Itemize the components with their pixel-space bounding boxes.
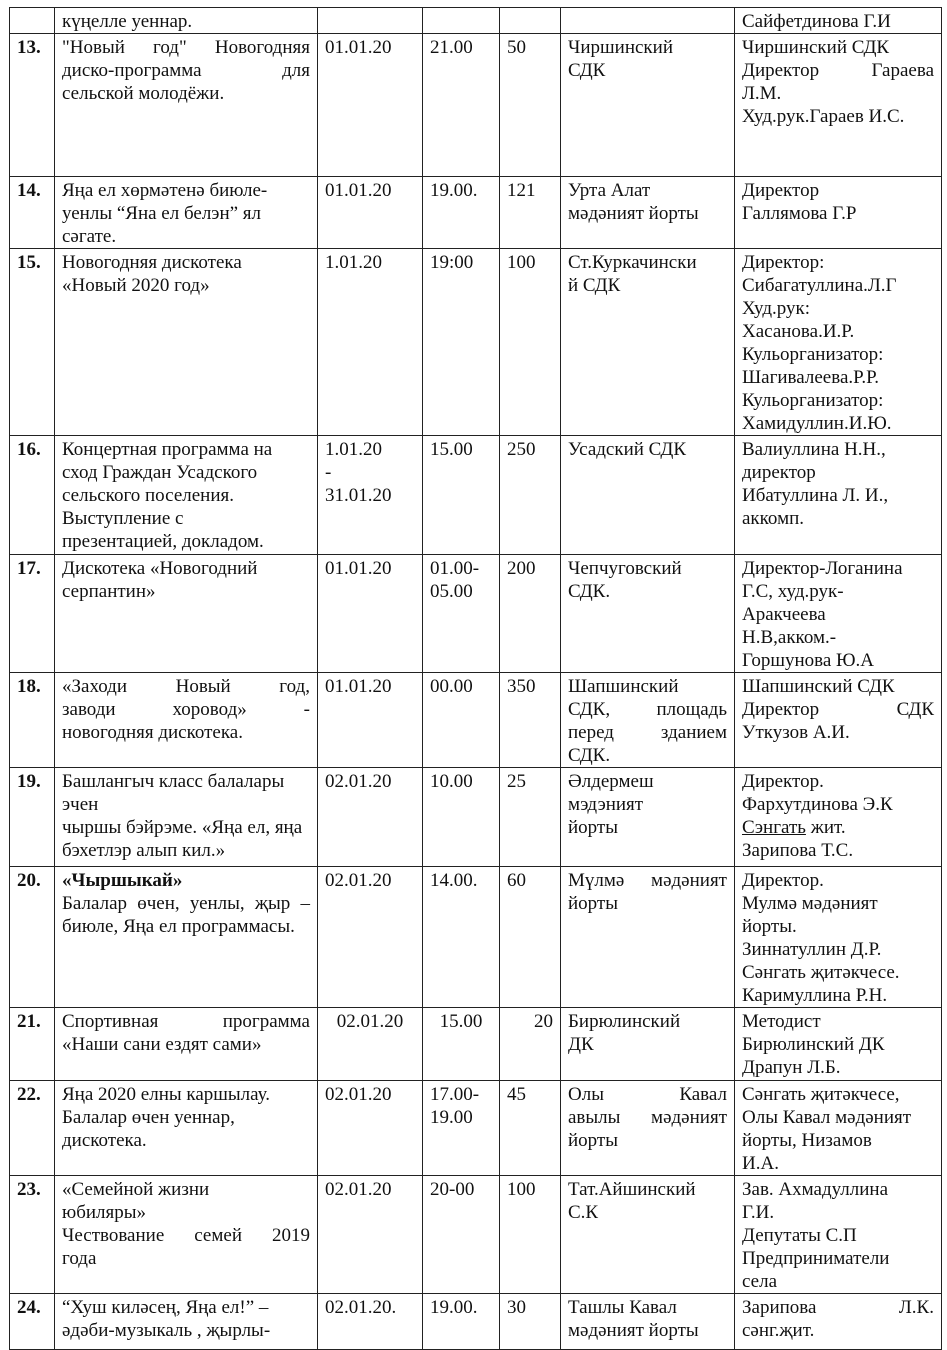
responsible-line: Директор: <box>742 252 825 273</box>
table-row <box>10 249 942 436</box>
event-time-cell <box>423 1081 500 1176</box>
title-line: Башлангыч класс балалары эчен <box>62 771 285 815</box>
event-time-cell <box>423 867 500 1008</box>
title-line: “Хуш киләсең, Яңа ел!” – <box>62 1297 269 1318</box>
attendance-count-cell: 100 <box>500 1176 561 1294</box>
event-date-cell <box>318 673 423 768</box>
event-place-cell <box>561 436 735 555</box>
place-line: перед зданием <box>568 722 727 743</box>
event-title-cell <box>55 34 318 177</box>
place-line: йорты <box>568 893 618 914</box>
event-date-cell <box>318 1081 423 1176</box>
place-line: Чепчуговский <box>568 558 682 579</box>
event-title-cell <box>55 8 318 34</box>
event-place-cell <box>561 249 735 436</box>
event-time-cell <box>423 768 500 867</box>
event-title-cell <box>55 867 318 1008</box>
time-line: 19.00 <box>430 1107 473 1128</box>
event-time-cell <box>423 177 500 249</box>
responsible-cell <box>735 1081 942 1176</box>
responsible-cell <box>735 1294 942 1350</box>
date-line: 31.01.20 <box>325 485 392 506</box>
row-number-cell: 14. <box>10 177 55 249</box>
attendance-count-cell: 350 <box>500 673 561 768</box>
underlined-word: Сэнгать <box>742 817 806 838</box>
title-line: Балалар өчен уеннар, <box>62 1107 235 1128</box>
responsible-line: Кульорганизатор: <box>742 344 884 365</box>
title-line: чыршы бэйрэме. «Яңа ел, яңа <box>62 817 303 838</box>
title-line: "Новый год" Новогодняя <box>62 37 310 58</box>
responsible-cell <box>735 1008 942 1081</box>
event-place-cell <box>561 1176 735 1294</box>
time-line: 19.00. <box>430 1297 478 1318</box>
place-line: Тат.Айшинский <box>568 1179 696 1200</box>
event-time-cell <box>423 1008 500 1081</box>
event-time-cell <box>423 249 500 436</box>
time-line: 00.00 <box>430 676 473 697</box>
responsible-line: Зиннатуллин Д.Р. <box>742 939 882 960</box>
date-line: 02.01.20 <box>325 771 392 792</box>
place-line: Усадский СДК <box>568 439 687 460</box>
responsible-line: Уткузов А.И. <box>742 722 850 743</box>
date-line: 01.01.20 <box>325 676 392 697</box>
event-title-cell <box>55 1294 318 1350</box>
title-line: Чествование семей 2019 <box>62 1225 310 1246</box>
row-number-cell: 17. <box>10 555 55 673</box>
place-line: Чиршинский <box>568 37 673 58</box>
row-number-cell: 13. <box>10 34 55 177</box>
event-date-cell <box>318 249 423 436</box>
responsible-line: Хамидуллин.И.Ю. <box>742 413 892 434</box>
events-table-body <box>10 8 942 1350</box>
event-place-cell <box>561 34 735 177</box>
responsible-line: директор <box>742 462 816 483</box>
event-place-cell <box>561 1294 735 1350</box>
event-time-cell <box>423 34 500 177</box>
responsible-line: Г.С, худ.рук- <box>742 581 844 602</box>
row-number-cell: 16. <box>10 436 55 555</box>
place-line: С.К <box>568 1202 599 1223</box>
place-line: Ст.Куркачински <box>568 252 697 273</box>
responsible-line: Каримуллина Р.Н. <box>742 985 888 1006</box>
responsible-line: Аракчеева <box>742 604 826 625</box>
responsible-line: Драпун Л.Б. <box>742 1057 841 1078</box>
place-line: СДК. <box>568 745 611 766</box>
title-line: диско-программа для <box>62 60 310 81</box>
row-number-cell: 18. <box>10 673 55 768</box>
row-number-cell: 15. <box>10 249 55 436</box>
attendance-count-cell: 100 <box>500 249 561 436</box>
responsible-line: Сэнгать жит. <box>742 817 846 838</box>
time-line: 15.00 <box>430 439 473 460</box>
responsible-line: аккомп. <box>742 508 805 529</box>
event-date-cell <box>318 555 423 673</box>
event-date-cell <box>318 867 423 1008</box>
events-table <box>9 7 942 1350</box>
responsible-cell <box>735 177 942 249</box>
table-row <box>10 768 942 867</box>
table-row <box>10 1294 942 1350</box>
event-date-cell <box>318 8 423 34</box>
responsible-line: Н.В,акком.- <box>742 627 837 648</box>
responsible-line: Бирюлинский ДК <box>742 1034 885 1055</box>
event-date-cell <box>318 34 423 177</box>
row-number-cell <box>10 8 55 34</box>
responsible-line: Сайфетдинова Г.И <box>742 11 891 32</box>
attendance-count-cell: 30 <box>500 1294 561 1350</box>
title-line: «Чыршыкай» <box>62 870 183 891</box>
responsible-line: Шагивалеева.Р.Р. <box>742 367 880 388</box>
responsible-line: Сәнгать җитәкчесе, <box>742 1084 900 1105</box>
time-line: 10.00 <box>430 771 473 792</box>
event-title-cell <box>55 1081 318 1176</box>
title-line: Спортивная программа <box>62 1011 310 1032</box>
time-line: 01.00- <box>430 558 480 579</box>
title-line: күңелле уеннар. <box>62 11 193 32</box>
responsible-line: Мулмә мәдәният йорты. <box>742 893 878 937</box>
event-place-cell <box>561 1081 735 1176</box>
row-number-cell: 22. <box>10 1081 55 1176</box>
time-line: 17.00- <box>430 1084 480 1105</box>
title-line: «Наши сани ездят сами» <box>62 1034 262 1055</box>
time-line: 19.00. <box>430 180 478 201</box>
responsible-line: Фархутдинова Э.К <box>742 794 893 815</box>
responsible-line: Ибатуллина Л. И., <box>742 485 889 506</box>
event-place-cell <box>561 555 735 673</box>
responsible-cell <box>735 436 942 555</box>
event-title-cell <box>55 436 318 555</box>
event-time-cell <box>423 673 500 768</box>
place-line: Мүлмә мәдәният <box>568 870 727 891</box>
place-line: Ташлы Кавал <box>568 1297 677 1318</box>
event-place-cell <box>561 8 735 34</box>
place-line: Шапшинский <box>568 676 679 697</box>
date-line: 1.01.20 <box>325 252 382 273</box>
row-number-cell: 23. <box>10 1176 55 1294</box>
time-line: 14.00. <box>430 870 478 891</box>
attendance-count-cell: 25 <box>500 768 561 867</box>
attendance-count-cell: 200 <box>500 555 561 673</box>
table-row <box>10 436 942 555</box>
responsible-cell <box>735 8 942 34</box>
time-line: 15.00 <box>439 1011 483 1032</box>
responsible-cell <box>735 34 942 177</box>
responsible-line: Чиршинский СДК <box>742 37 890 58</box>
attendance-count-cell: 60 <box>500 867 561 1008</box>
title-line: сәгате. <box>62 226 117 247</box>
event-title-cell <box>55 177 318 249</box>
table-row <box>10 673 942 768</box>
place-line: Бирюлинский <box>568 1011 681 1032</box>
event-time-cell <box>423 1176 500 1294</box>
event-title-cell <box>55 1176 318 1294</box>
title-line: Новогодняя дискотека <box>62 252 242 273</box>
event-date-cell <box>318 1176 423 1294</box>
event-place-cell <box>561 768 735 867</box>
title-line: әдәби-музыкаль , җырлы- <box>62 1320 271 1341</box>
event-time-cell <box>423 555 500 673</box>
responsible-line: Худ.рук: <box>742 298 811 319</box>
title-line: Балалар өчен, уенлы, җыр – <box>62 893 310 914</box>
title-line: сельской молодёжи. <box>62 83 225 104</box>
time-line: 20-00 <box>430 1179 475 1200</box>
responsible-line: Сәнгать җитәкчесе. <box>742 962 900 983</box>
responsible-line: Валиуллина Н.Н., <box>742 439 886 460</box>
responsible-line: Директор. <box>742 870 824 891</box>
responsible-line: йорты, Низамов <box>742 1130 872 1151</box>
title-line: новогодняя дискотека. <box>62 722 243 743</box>
date-line: 1.01.20 <box>325 439 382 460</box>
responsible-line: Кульорганизатор: <box>742 390 884 411</box>
place-line: й СДК <box>568 275 621 296</box>
responsible-line: Зарипова Л.К. <box>742 1297 934 1318</box>
responsible-cell <box>735 867 942 1008</box>
date-line: 02.01.20 <box>325 1084 392 1105</box>
attendance-count-cell: 45 <box>500 1081 561 1176</box>
title-line: «Семейной жизни <box>62 1179 210 1200</box>
event-title-cell <box>55 768 318 867</box>
title-line: дискотека. <box>62 1130 147 1151</box>
title-line: Концертная программа на <box>62 439 273 460</box>
responsible-line: сәнг.җит. <box>742 1320 815 1341</box>
attendance-count-cell <box>500 8 561 34</box>
responsible-line: Директор <box>742 180 820 201</box>
responsible-cell <box>735 555 942 673</box>
title-line: Яңа 2020 елны каршылау. <box>62 1084 270 1105</box>
title-line: сход Граждан Усадского <box>62 462 258 483</box>
responsible-line: Г.И. <box>742 1202 775 1223</box>
time-line: 21.00 <box>430 37 473 58</box>
title-line: биюле, Яңа ел программасы. <box>62 916 295 937</box>
table-row <box>10 8 942 34</box>
table-row <box>10 1081 942 1176</box>
table-row <box>10 555 942 673</box>
responsible-line: Директор СДК <box>742 699 934 720</box>
place-line: СДК. <box>568 581 611 602</box>
place-line: СДК, площадь <box>568 699 727 720</box>
responsible-line: Горшунова Ю.А <box>742 650 875 671</box>
table-row <box>10 867 942 1008</box>
date-line: 02.01.20. <box>325 1297 397 1318</box>
title-line: «Заходи Новый год, <box>62 676 310 697</box>
row-number-cell: 20. <box>10 867 55 1008</box>
table-row <box>10 177 942 249</box>
responsible-line: Зарипова Т.С. <box>742 840 854 861</box>
responsible-cell <box>735 249 942 436</box>
date-line: 01.01.20 <box>325 37 392 58</box>
place-line: ДК <box>568 1034 594 1055</box>
responsible-line: Директор Гараева <box>742 60 934 81</box>
title-line: Выступление с <box>62 508 184 529</box>
title-line: уенлы “Яна ел белэн” ял <box>62 203 262 224</box>
responsible-line: Л.М. <box>742 83 782 104</box>
title-line: юбиляры» <box>62 1202 147 1223</box>
event-date-cell <box>318 1294 423 1350</box>
place-line: Урта Алат <box>568 180 651 201</box>
responsible-line: Директор. <box>742 771 824 792</box>
event-place-cell <box>561 177 735 249</box>
title-line: сельского поселения. <box>62 485 234 506</box>
date-line: 01.01.20 <box>325 558 392 579</box>
responsible-cell <box>735 1176 942 1294</box>
event-time-cell <box>423 1294 500 1350</box>
place-line: йорты <box>568 817 618 838</box>
responsible-line: Олы Кавал мәдәният <box>742 1107 912 1128</box>
place-line: СДК <box>568 60 606 81</box>
event-title-cell <box>55 249 318 436</box>
date-line: 01.01.20 <box>325 180 392 201</box>
place-line: Әлдермеш мэдэният <box>568 771 654 815</box>
event-time-cell <box>423 436 500 555</box>
title-line: «Новый 2020 год» <box>62 275 210 296</box>
event-date-cell <box>318 436 423 555</box>
attendance-count-cell: 250 <box>500 436 561 555</box>
responsible-line: Депутаты С.П <box>742 1225 857 1246</box>
title-line: заводи хоровод» - <box>62 699 310 720</box>
responsible-line: села <box>742 1271 778 1292</box>
responsible-line: Предприниматели <box>742 1248 890 1269</box>
event-date-cell <box>318 177 423 249</box>
responsible-cell <box>735 768 942 867</box>
date-line: 02.01.20 <box>336 1011 404 1032</box>
table-row <box>10 1008 942 1081</box>
responsible-line: Хасанова.И.Р. <box>742 321 855 342</box>
event-title-cell <box>55 1008 318 1081</box>
event-date-cell <box>318 1008 423 1081</box>
event-place-cell <box>561 673 735 768</box>
responsible-line: Зав. Ахмадуллина <box>742 1179 889 1200</box>
title-line: года <box>62 1248 97 1269</box>
date-line: 02.01.20 <box>325 870 392 891</box>
responsible-line: Методист <box>742 1011 821 1032</box>
table-row <box>10 34 942 177</box>
responsible-line: И.А. <box>742 1153 779 1174</box>
row-number-cell: 24. <box>10 1294 55 1350</box>
event-place-cell <box>561 1008 735 1081</box>
responsible-cell <box>735 673 942 768</box>
place-line: йорты <box>568 1130 618 1151</box>
attendance-count-cell: 20 <box>500 1008 561 1081</box>
table-row <box>10 1176 942 1294</box>
place-line: Олы Кавал <box>568 1084 727 1105</box>
responsible-line: Сибагатуллина.Л.Г <box>742 275 897 296</box>
title-line: презентацией, докладом. <box>62 531 264 552</box>
event-title-cell <box>55 673 318 768</box>
time-line: 19:00 <box>430 252 474 273</box>
event-time-cell <box>423 8 500 34</box>
place-line: мәдәният йорты <box>568 1320 699 1341</box>
title-line: Дискотека «Новогодний <box>62 558 258 579</box>
responsible-line: Шапшинский СДК <box>742 676 895 697</box>
place-line: мәдәният йорты <box>568 203 699 224</box>
responsible-line: Галлямова Г.Р <box>742 203 857 224</box>
event-title-cell <box>55 555 318 673</box>
responsible-line: Худ.рук.Гараев И.С. <box>742 106 905 127</box>
attendance-count-cell: 121 <box>500 177 561 249</box>
place-line: авылы мәдәният <box>568 1107 727 1128</box>
title-line: бэхетлэр алып кил.» <box>62 840 226 861</box>
time-line: 05.00 <box>430 581 473 602</box>
date-line: 02.01.20 <box>325 1179 392 1200</box>
attendance-count-cell: 50 <box>500 34 561 177</box>
row-number-cell: 19. <box>10 768 55 867</box>
title-line: Яңа ел хөрмәтенә биюле- <box>62 180 268 201</box>
date-line: - <box>325 462 332 483</box>
row-number-cell: 21. <box>10 1008 55 1081</box>
title-line: серпантин» <box>62 581 156 602</box>
responsible-line: Директор-Логанина <box>742 558 903 579</box>
event-place-cell <box>561 867 735 1008</box>
event-date-cell <box>318 768 423 867</box>
